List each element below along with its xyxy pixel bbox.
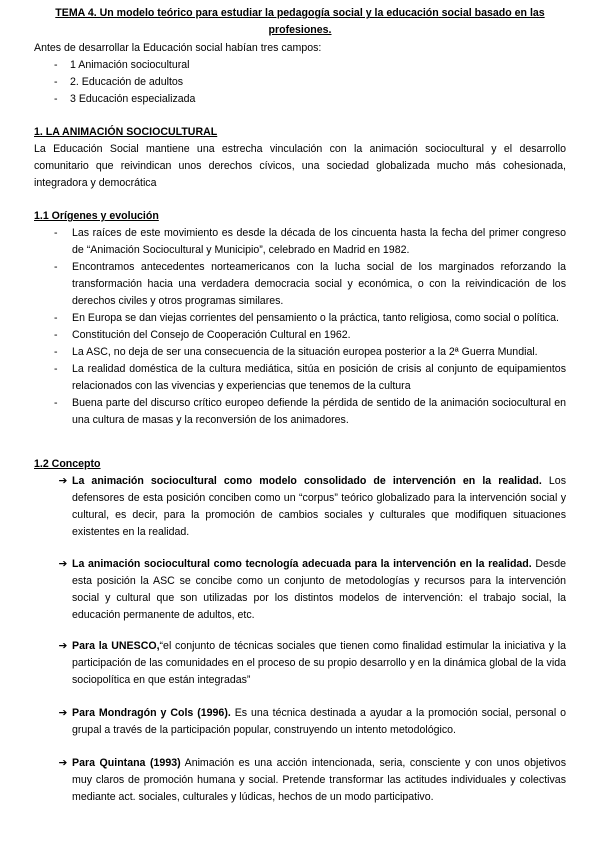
section-concepto xyxy=(34,456,566,473)
section-animacion xyxy=(34,124,566,192)
concept-item: ➔ Para Mondragón y Cols (1996). Es una técnica destinada a ayudar a la promoción social, personal o grupal a través de la participación popular, construyendo un intento metodológico. xyxy=(34,705,566,739)
section-paragraph: La Educación Social mantiene una estrecha vinculación con la animación sociocultural y el desarrollo comunitario que reivindican unos derechos cívicos, una sociedad globalizada mucho más cohesionada, integradora y democrática xyxy=(34,143,566,189)
fields-list xyxy=(34,57,566,108)
intro-text: Antes de desarrollar la Educación social habían tres campos: xyxy=(34,42,322,54)
concept-item: ➔ La animación sociocultural como tecnología adecuada para la intervención en la realidad. Desde esta posición la ASC se concibe como un conjunto de metodologías y recursos para la intervención social y cultural que son utilizadas por los distintos modelos de intervención: el trabajo social, la educación permanente de adultos, etc. xyxy=(34,556,566,624)
list-item: - Buena parte del discurso crítico europeo defiende la pérdida de sentido de la animación sociocultural en una cultura de masas y la reconversión de los animadores. xyxy=(54,397,566,426)
list-item: - En Europa se dan viejas corrientes del pensamiento o la práctica, tanto religiosa, como social o política. xyxy=(54,312,559,324)
concept-item: ➔ Para la UNESCO,“el conjunto de técnicas sociales que tienen como finalidad estimular la iniciativa y la participación de las comunidades en el proceso de su propio desarrollo y en la dinámica global de la vida sociopolítica en que están integradas” xyxy=(34,638,566,689)
origenes-list xyxy=(34,225,566,429)
section-origenes xyxy=(34,208,566,429)
list-item: - La ASC, no deja de ser una consecuencia de la situación europea posterior a la 2ª Guerra Mundial. xyxy=(54,346,538,358)
list-item: - Constitución del Consejo de Cooperación Cultural en 1962. xyxy=(54,329,351,341)
arrow-right-icon: ➔ xyxy=(58,640,68,652)
list-item: - Las raíces de este movimiento es desde la década de los cincuenta hasta la fecha del primer congreso de “Animación Sociocultural y Municipio”, celebrado en Madrid en 1982. xyxy=(54,227,566,256)
list-item: - 2. Educación de adultos xyxy=(54,76,184,88)
section-heading: 1. LA ANIMACIÓN SOCIOCULTURAL xyxy=(34,126,218,138)
arrow-right-icon: ➔ xyxy=(58,475,68,487)
section-heading: 1.1 Orígenes y evolución xyxy=(34,210,159,222)
list-item: - 1 Animación sociocultural xyxy=(54,59,190,71)
section-heading: 1.2 Concepto xyxy=(34,458,101,470)
arrow-right-icon: ➔ xyxy=(58,707,68,719)
intro-block xyxy=(34,40,566,108)
list-item: - La realidad doméstica de la cultura mediática, sitúa en posición de crisis al conjunto de equipamientos relacionados con las vivencias y experiencias que tenemos de la cultura xyxy=(54,363,566,392)
page-title: TEMA 4. Un modelo teórico para estudiar la pedagogía social y la educación social basado en las profesiones. xyxy=(55,7,545,36)
list-item: - Encontramos antecedentes norteamericanos con la lucha social de los marginados reforzando la transformación hacia una verdadera democracia social y económica, o con la reivindicación de los derechos civiles y otros programas similares. xyxy=(54,261,566,307)
arrow-right-icon: ➔ xyxy=(58,558,68,570)
list-item: - 3 Educación especializada xyxy=(54,93,196,105)
concept-item: ➔ Para Quintana (1993) Animación es una acción intencionada, seria, consciente y con unos objetivos muy claros de promoción humana y social. Pretende transformar las actitudes individuales y colectivas mediante act. sociales, culturales y lúdicas, hechos de un modo participativo. xyxy=(34,755,566,806)
arrow-right-icon: ➔ xyxy=(58,757,68,769)
concept-item: ➔ La animación sociocultural como modelo consolidado de intervención en la realidad. Los defensores de esta posición conciben como un “corpus” teórico globalizado para la intervención social y cultural, es decir, para la promoción de cambios sociales y culturales que modifiquen situaciones existentes en la realidad. xyxy=(34,473,566,541)
